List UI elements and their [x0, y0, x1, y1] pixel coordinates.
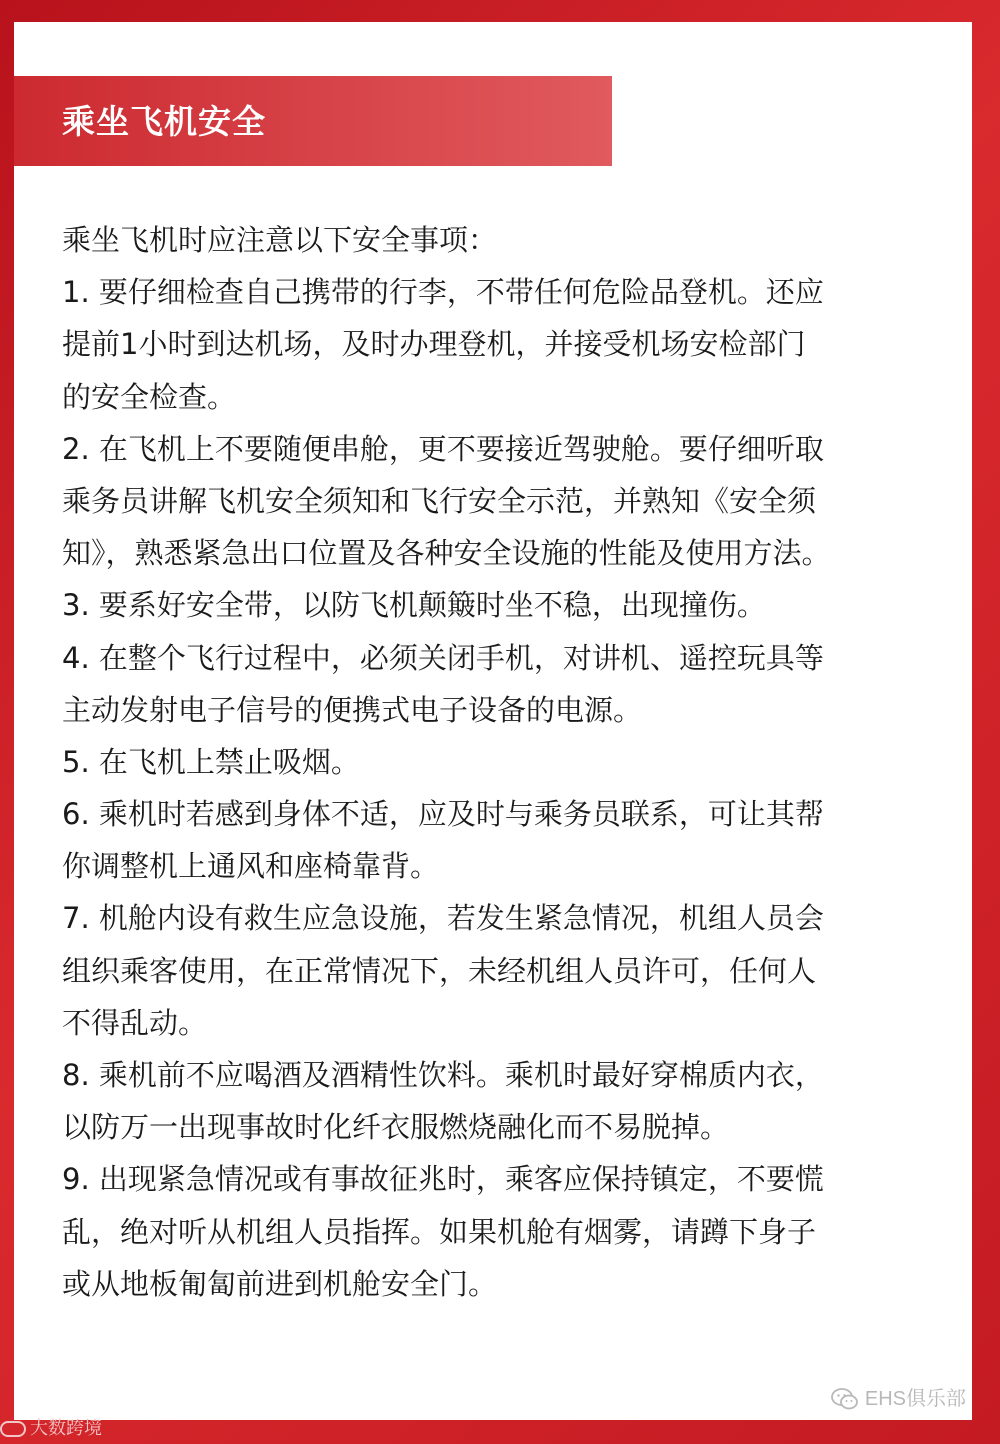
- item-1-line-1: 1. 要仔细检查自己携带的行李，不带任何危险品登机。还应: [62, 275, 824, 310]
- corner-watermark-text: 大数跨境: [30, 1418, 102, 1439]
- item-7-line-2: 组织乘客使用，在正常情况下，未经机组人员许可，任何人: [62, 953, 817, 988]
- watermark-text: EHS俱乐部: [864, 1388, 966, 1410]
- item-2-line-2: 乘务员讲解飞机安全须知和飞行安全示范，并熟知《安全须: [62, 483, 817, 518]
- item-4-line-2: 主动发射电子信号的便携式电子设备的电源。: [62, 692, 643, 727]
- item-2-line-3: 知》，熟悉紧急出口位置及各种安全设施的性能及使用方法。: [62, 536, 831, 571]
- item-1-line-2: 提前1小时到达机场，及时办理登机，并接受机场安检部门: [62, 327, 806, 362]
- watermark: [831, 1384, 966, 1414]
- logo-icon: [0, 1421, 26, 1437]
- item-2-line-1: 2. 在飞机上不要随便串舱，更不要接近驾驶舱。要仔细听取: [62, 431, 824, 466]
- page-title: 乘坐飞机安全: [62, 102, 266, 141]
- item-8-line-1: 8. 乘机前不应喝酒及酒精性饮料。乘机时最好穿棉质内衣，: [62, 1058, 824, 1092]
- item-9-line-1: 9. 出现紧急情况或有事故征兆时，乘客应保持镇定，不要慌: [62, 1162, 824, 1197]
- item-8-line-2: 以防万一出现事故时化纤衣服燃烧融化而不易脱掉。: [62, 1110, 730, 1145]
- intro-line: 乘坐飞机时应注意以下安全事项：: [62, 223, 498, 257]
- item-6-line-1: 6. 乘机时若感到身体不适，应及时与乘务员联系，可让其帮: [62, 797, 824, 832]
- item-7-line-3: 不得乱动。: [62, 1005, 208, 1040]
- article-body: [62, 214, 942, 1310]
- item-9-line-3: 或从地板匍匐前进到机舱安全门。: [62, 1266, 498, 1301]
- item-6-line-2: 你调整机上通风和座椅靠背。: [62, 849, 440, 884]
- item-5-line-1: 5. 在飞机上禁止吸烟。: [62, 744, 360, 779]
- item-4-line-1: 4. 在整个飞行过程中，必须关闭手机，对讲机、遥控玩具等: [62, 640, 824, 675]
- corner-watermark: [0, 1414, 102, 1444]
- item-9-line-2: 乱，绝对听从机组人员指挥。如果机舱有烟雾，请蹲下身子: [62, 1214, 817, 1249]
- wechat-icon: [831, 1388, 859, 1410]
- item-3-line-1: 3. 要系好安全带，以防飞机颠簸时坐不稳，出现撞伤。: [62, 588, 766, 623]
- item-7-line-1: 7. 机舱内设有救生应急设施，若发生紧急情况，机组人员会: [62, 901, 824, 936]
- item-1-line-3: 的安全检查。: [62, 379, 237, 414]
